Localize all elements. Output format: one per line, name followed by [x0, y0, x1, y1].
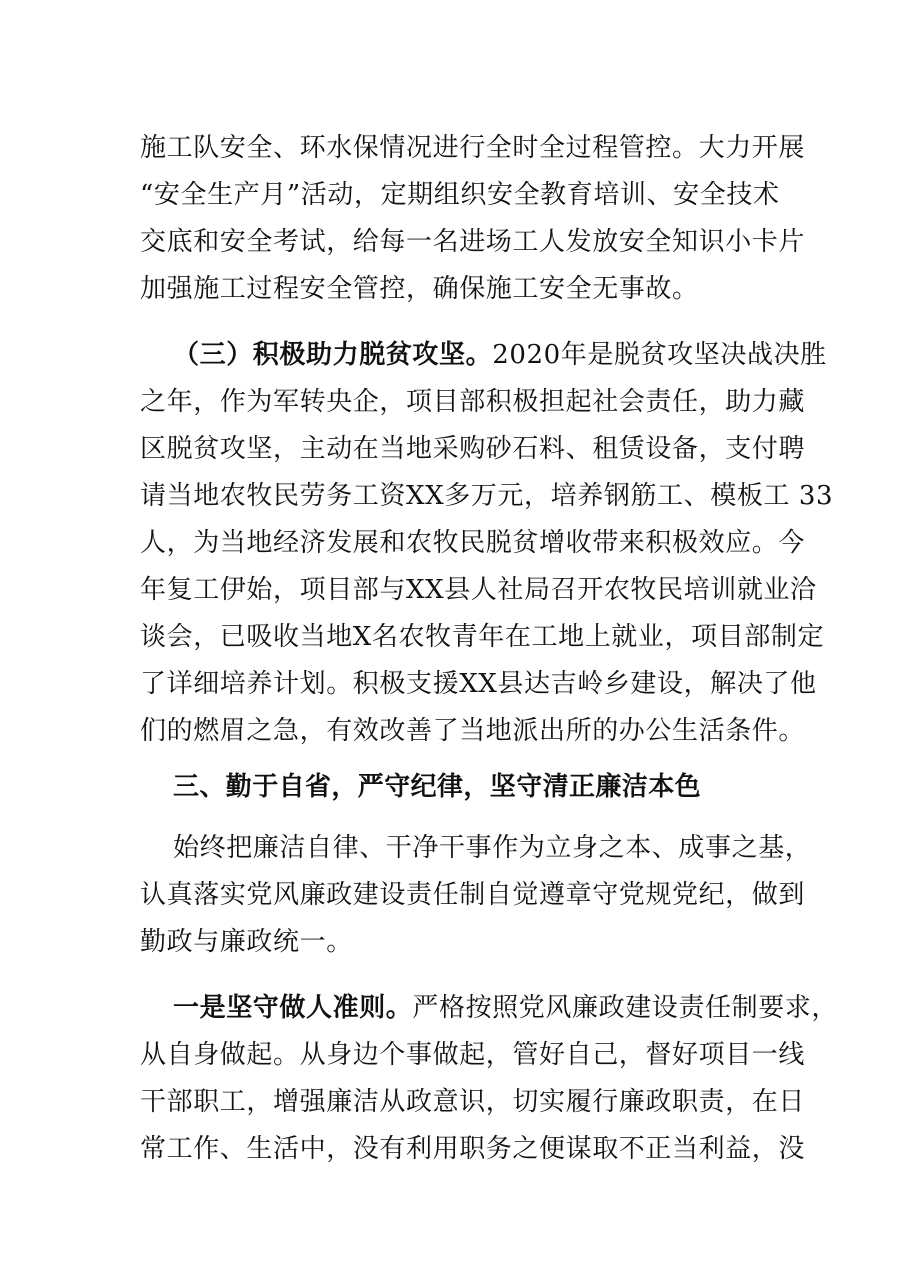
paragraph-first-line	[173, 335, 827, 375]
paragraph-line: 了详细培养计划。积极支援XX县达吉岭乡建设，解决了他	[140, 669, 817, 699]
paragraph-line: 人，为当地经济发展和农牧民脱贫增收带来积极效应。今	[140, 528, 806, 558]
paragraph-line: 之年，作为军转央企，项目部积极担起社会责任，助力藏	[140, 387, 806, 417]
paragraph-line: 交底和安全考试，给每一名进场工人发放安全知识小卡片	[140, 227, 806, 257]
paragraph-lead: 一是坚守做人准则。	[173, 993, 413, 1023]
paragraph-text: 严格按照党风廉政建设责任制要求，	[412, 993, 839, 1023]
paragraph-line: 区脱贫攻坚，主动在当地采购砂石料、租赁设备，支付聘	[140, 434, 806, 464]
paragraph-line: 干部职工，增强廉洁从政意识，切实履行廉政职责，在日	[140, 1087, 806, 1117]
paragraph-line: 认真落实党风廉政建设责任制自觉遵章守党规党纪，做到	[140, 880, 806, 910]
paragraph-line: 年复工伊始，项目部与XX县人社局召开农牧民培训就业洽	[140, 575, 817, 605]
paragraph-text: 2020年是脱贫攻坚决战决胜	[492, 340, 827, 370]
paragraph-first-line	[173, 988, 839, 1028]
paragraph-line: 常工作、生活中，没有利用职务之便谋取不正当利益，没	[140, 1134, 806, 1164]
paragraph-line: 们的燃眉之急，有效改善了当地派出所的办公生活条件。	[140, 716, 806, 746]
paragraph-line: 从自身做起。从身边个事做起，管好自己，督好项目一线	[140, 1040, 806, 1070]
paragraph-first-line: 始终把廉洁自律、干净干事作为立身之本、成事之基，	[173, 833, 812, 863]
paragraph-line: 勤政与廉政统一。	[140, 927, 353, 957]
paragraph-line: 施工队安全、环水保情况进行全时全过程管控。大力开展	[140, 133, 806, 163]
paragraph-line: 请当地农牧民劳务工资XX多万元，培养钢筋工、模板工 33	[140, 481, 834, 511]
paragraph-line: 谈会，已吸收当地X名农牧青年在工地上就业，项目部制定	[140, 622, 825, 652]
paragraph-lead: （三）积极助力脱贫攻坚。	[173, 340, 493, 370]
section-heading: 三、勤于自省，严守纪律，坚守清正廉洁本色	[173, 772, 702, 802]
paragraph-line: 加强施工过程安全管控，确保施工安全无事故。	[140, 274, 699, 304]
paragraph-line: “安全生产月”活动，定期组织安全教育培训、安全技术	[140, 180, 780, 210]
